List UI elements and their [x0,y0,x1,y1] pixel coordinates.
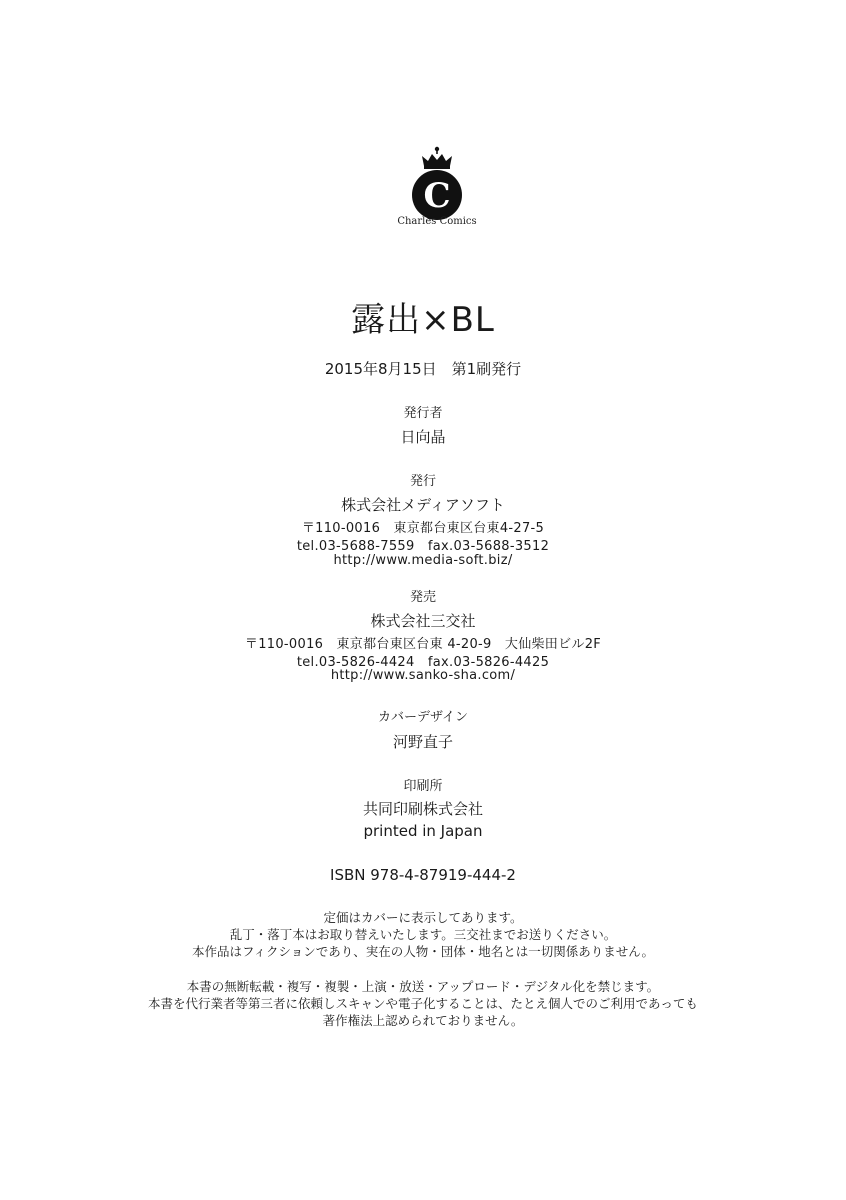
cover-designer-name: 河野直子 [392,733,453,751]
printed-in-note: printed in Japan [363,822,483,840]
publisher-label: 発行 [409,474,436,489]
notice-line: 本作品はフィクションであり、実在の人物・団体・地名とは一切関係ありません。 [191,944,654,959]
notice-line: 乱丁・落丁本はお取り替えいたします。三交社までお送りください。 [229,927,617,942]
publisher-address: 〒110-0016 東京都台東区台東4-27-5 [301,521,545,536]
logo-letter: C [423,176,451,216]
printer-name: 共同印刷株式会社 [362,800,483,818]
publisher-name: 株式会社メディアソフト [341,496,505,514]
printer-label: 印刷所 [403,779,443,794]
cover-design-label: カバーデザイン [377,710,469,725]
publisher-url[interactable]: http://www.media-soft.biz/ [333,553,513,568]
isbn: ISBN 978-4-87919-444-2 [330,866,516,884]
distributor-address: 〒110-0016 東京都台東区台東 4-20-9 大仙柴田ビル2F [244,637,602,652]
distributor-url[interactable]: http://www.sanko-sha.com/ [330,668,516,683]
distributor-label: 発売 [409,590,436,605]
distributor-name: 株式会社三交社 [370,612,476,630]
notice-line: 定価はカバーに表示してあります。 [323,910,523,925]
publisher-person-name: 日向晶 [400,428,446,446]
publisher-person-label: 発行者 [403,406,443,421]
publication-date: 2015年8月15日 第1刷発行 [324,360,522,378]
crown-icon [422,147,452,169]
legal-line: 本書を代行業者等第三者に依頼しスキャンや電子化することは、たとえ個人でのご利用であっても [148,996,698,1011]
publisher-contact: tel.03-5688-7559 fax.03-5688-3512 [296,539,550,554]
legal-line: 著作権法上認められておりません。 [322,1013,524,1028]
distributor-contact: tel.03-5826-4424 fax.03-5826-4425 [296,655,550,670]
logo-text: Charles Comics [397,216,477,227]
legal-line: 本書の無断転載・複写・複製・上演・放送・アップロード・デジタル化を禁じます。 [186,979,660,994]
book-title: 露出×BL [351,300,495,340]
